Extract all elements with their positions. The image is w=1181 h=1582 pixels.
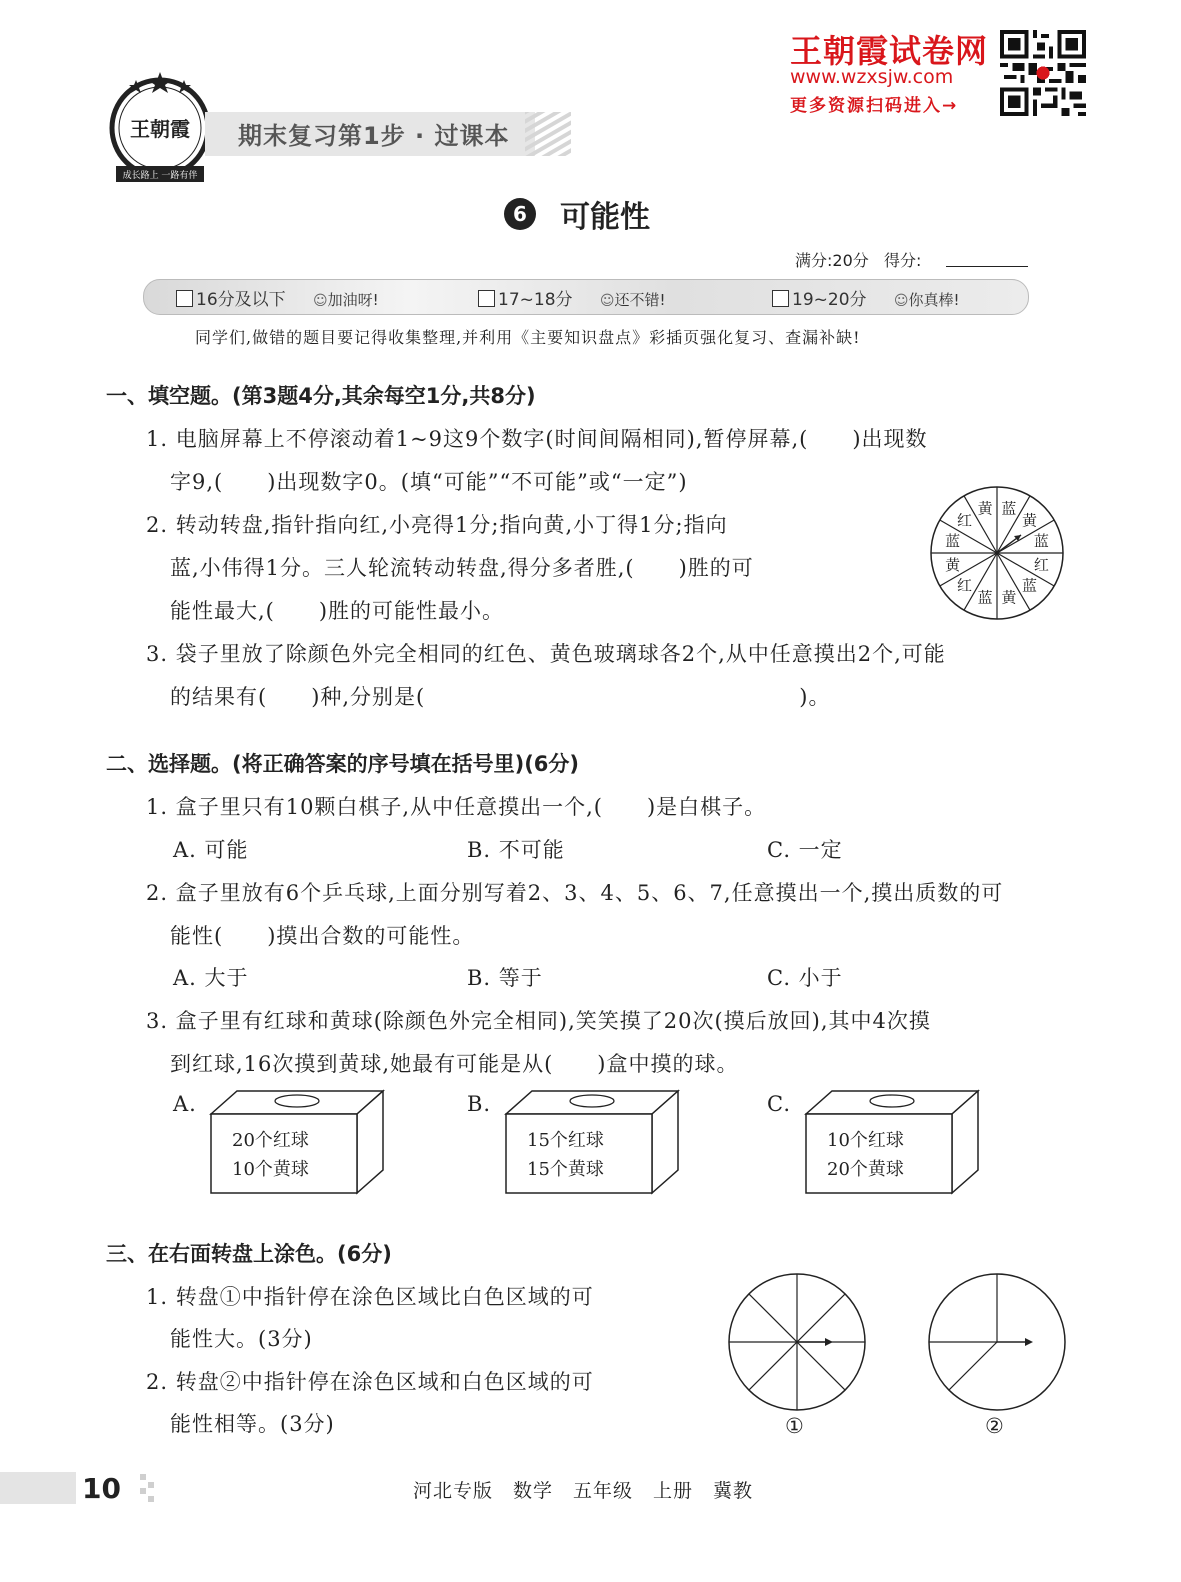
grade-range: 16分及以下 — [196, 290, 286, 310]
footer-info: 河北专版 数学 五年级 上册 冀教 — [413, 1480, 754, 1502]
grade-cheer: 加油呀! — [327, 291, 379, 309]
spinner-label: 蓝 — [1021, 576, 1038, 595]
box-b-red: 15个红球 — [527, 1130, 604, 1151]
q3-2-line2: 能性相等。(3分) — [170, 1412, 335, 1436]
logo-text: 王朝霞 — [130, 117, 190, 141]
box-a-letter[interactable]: A. — [173, 1092, 197, 1116]
grade-option-low[interactable] — [176, 285, 379, 310]
box-b-letter[interactable]: B. — [467, 1092, 492, 1116]
page-number: 10 — [82, 1472, 121, 1505]
spinner-label: 红 — [956, 511, 973, 530]
dial-2[interactable] — [927, 1272, 1067, 1412]
q3-1-line2: 能性大。(3分) — [170, 1327, 313, 1351]
box-c-yellow: 20个黄球 — [827, 1159, 904, 1180]
grade-range: 19~20分 — [792, 290, 867, 310]
spinner-label: 黄 — [945, 555, 961, 574]
q1-3-line2: 的结果有( )种,分别是( )。 — [170, 685, 831, 709]
grade-cheer: 还不错! — [614, 291, 666, 309]
spinner-label: 蓝 — [945, 532, 961, 551]
spinner-label: 蓝 — [1001, 499, 1017, 518]
dial-1-label: ① — [785, 1414, 805, 1438]
section-1-title: 一、填空题。(第3题4分,其余每空1分,共8分) — [106, 384, 536, 408]
spinner-label: 黄 — [1021, 511, 1038, 530]
smiley-icon: ☺ — [893, 293, 909, 309]
spinner-label: 红 — [1033, 555, 1049, 574]
page-title: 可能性 — [560, 200, 650, 235]
q3-2-line1: 2. 转盘②中指针停在涂色区域和白色区域的可 — [146, 1370, 594, 1394]
grade-option-mid[interactable] — [478, 285, 666, 310]
q2-1-option-a[interactable]: A. 可能 — [173, 838, 249, 862]
qr-code-icon[interactable] — [1000, 30, 1086, 116]
spinner-label: 蓝 — [1033, 532, 1049, 551]
checkbox-icon[interactable] — [176, 290, 193, 307]
spinner-label: 黄 — [1001, 588, 1017, 607]
q2-3-line1: 3. 盒子里有红球和黄球(除颜色外完全相同),笑笑摸了20次(摸后放回),其中4次摸 — [146, 1009, 931, 1033]
footer-bar — [0, 1472, 76, 1504]
dial-1[interactable] — [727, 1272, 867, 1412]
grade-option-high[interactable] — [772, 285, 960, 310]
q2-1-option-c[interactable]: C. 一定 — [767, 838, 843, 862]
unit-number-badge: 6 — [504, 198, 536, 230]
smiley-icon: ☺ — [599, 293, 615, 309]
box-b-yellow: 15个黄球 — [527, 1159, 604, 1180]
logo-motto: 成长路上 一路有伴 — [122, 171, 198, 181]
q3-1-line1: 1. 转盘①中指针停在涂色区域比白色区域的可 — [146, 1285, 594, 1309]
q2-3-line2: 到红球,16次摸到黄球,她最有可能是从( )盒中摸的球。 — [170, 1052, 739, 1076]
q2-2-line2: 能性( )摸出合数的可能性。 — [170, 924, 475, 948]
q2-2-line1: 2. 盒子里放有6个乒乓球,上面分别写着2、3、4、5、6、7,任意摸出一个,摸出质数的可 — [146, 881, 1004, 905]
spinner-label: 红 — [956, 576, 973, 595]
q2-2-option-c[interactable]: C. 小于 — [767, 966, 843, 990]
spinner-wheel — [929, 485, 1065, 621]
q1-1-line1: 1. 电脑屏幕上不停滚动着1~9这9个数字(时间间隔相同),暂停屏幕,( )出现数 — [146, 427, 928, 451]
full-score: 满分:20分 — [795, 251, 869, 270]
q1-1-line2: 字9,( )出现数字0。(填“可能”“不可能”或“一定”) — [170, 470, 688, 494]
q2-2-option-a[interactable]: A. 大于 — [173, 966, 249, 990]
smiley-icon: ☺ — [313, 293, 328, 309]
q2-1-option-b[interactable]: B. 不可能 — [467, 838, 565, 862]
box-a-red: 20个红球 — [232, 1130, 309, 1151]
q2-2-option-b[interactable]: B. 等于 — [467, 966, 543, 990]
box-a-yellow: 10个黄球 — [232, 1159, 309, 1180]
brand-title: 王朝霞试卷网 — [790, 32, 989, 70]
q1-3-line1: 3. 袋子里放了除颜色外完全相同的红色、黄色玻璃球各2个,从中任意摸出2个,可能 — [146, 642, 946, 666]
q1-2-line3: 能性最大,( )胜的可能性最小。 — [170, 599, 505, 623]
q1-2-line2: 蓝,小伟得1分。三人轮流转动转盘,得分多者胜,( )胜的可 — [170, 556, 754, 580]
brand-url[interactable]: www.wzxsjw.com — [790, 66, 954, 88]
grade-range: 17~18分 — [498, 290, 573, 310]
instruction-note: 同学们,做错的题目要记得收集整理,并利用《主要知识盘点》彩插页强化复习、查漏补缺! — [195, 328, 861, 347]
score-label: 得分: — [884, 251, 922, 270]
spinner-label: 黄 — [977, 499, 993, 518]
brand-more-link[interactable]: 更多资源扫码进入→ — [790, 96, 959, 116]
score-blank[interactable] — [946, 266, 1028, 267]
score-line — [795, 248, 921, 271]
q2-1-stem: 1. 盒子里只有10颗白棋子,从中任意摸出一个,( )是白棋子。 — [146, 795, 767, 819]
checkbox-icon[interactable] — [772, 290, 789, 307]
box-c-red: 10个红球 — [827, 1130, 904, 1151]
grade-cheer: 你真棒! — [908, 291, 960, 309]
footer-decoration — [140, 1474, 154, 1502]
dial-2-label: ② — [985, 1414, 1005, 1438]
section-2-title: 二、选择题。(将正确答案的序号填在括号里)(6分) — [106, 752, 580, 776]
section-3-title: 三、在右面转盘上涂色。(6分) — [106, 1242, 392, 1266]
q1-2-line1: 2. 转动转盘,指针指向红,小亮得1分;指向黄,小丁得1分;指向 — [146, 513, 728, 537]
spinner-label: 蓝 — [977, 588, 993, 607]
brand-logo — [108, 70, 212, 186]
box-c-letter[interactable]: C. — [767, 1092, 791, 1116]
step-banner-text: 期末复习第1步 · 过课本 — [238, 122, 510, 150]
checkbox-icon[interactable] — [478, 290, 495, 307]
